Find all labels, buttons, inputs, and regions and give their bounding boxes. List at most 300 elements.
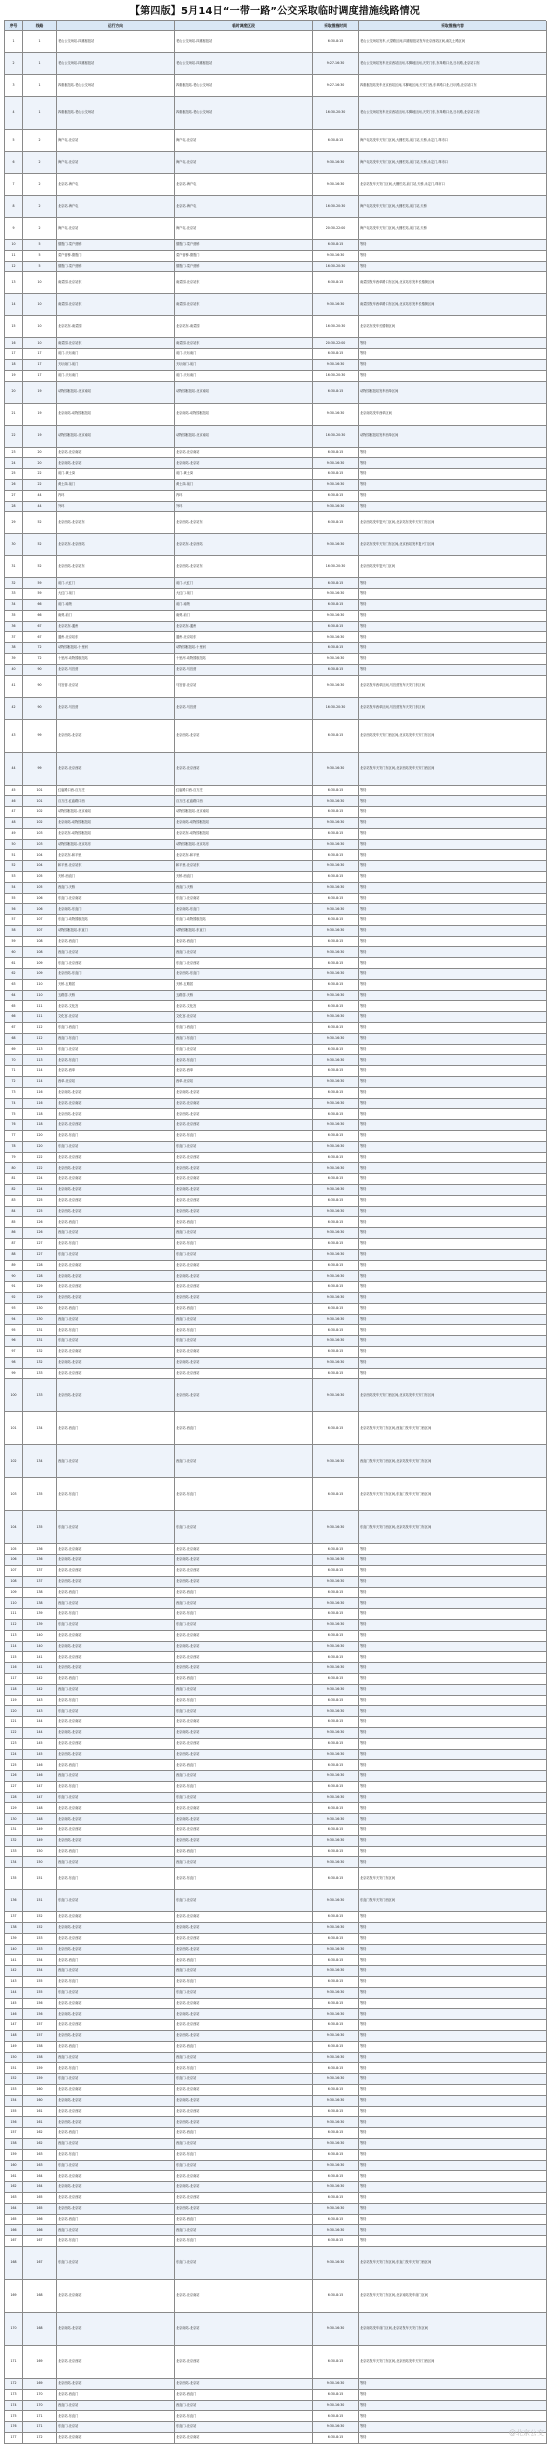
table-row xyxy=(5,196,546,218)
cell-no: 119 xyxy=(5,1696,23,1707)
cell-measure: 老山公交场站发车北京西站区间,木樨地区间,天安门东,东单路口北,日坛路,北京站口东 xyxy=(359,53,547,75)
table-row xyxy=(5,480,546,491)
cell-no: 104 xyxy=(5,1511,23,1544)
cell-measure: 等待 xyxy=(359,786,547,797)
table-row xyxy=(5,491,546,502)
cell-line: 161 xyxy=(23,2107,57,2118)
cell-direction: 北京站-北京南站 xyxy=(57,1999,175,2010)
table-row xyxy=(5,1066,546,1077)
cell-segment: 北京站-东直门 xyxy=(175,1131,313,1142)
table-row xyxy=(5,1336,546,1347)
cell-line: 158 xyxy=(23,2042,57,2053)
cell-direction: 动物园枢纽站-十里河 xyxy=(57,643,175,654)
table-row xyxy=(5,1358,546,1369)
cell-measure: 等待 xyxy=(359,480,547,491)
cell-time: 6:30-8:15 xyxy=(313,1652,359,1663)
cell-segment: 前门-黄土岗 xyxy=(175,469,313,480)
cell-direction: 北京站-北京西站 xyxy=(57,2346,175,2379)
cell-no: 122 xyxy=(5,1728,23,1739)
table-row xyxy=(5,2411,546,2422)
cell-measure: 等待 xyxy=(359,1034,547,1045)
cell-measure: 等待 xyxy=(359,622,547,633)
cell-no: 136 xyxy=(5,1890,23,1912)
cell-direction: 北京站-北京西站 xyxy=(57,1739,175,1750)
table-row xyxy=(5,1142,546,1153)
cell-no: 121 xyxy=(5,1717,23,1728)
cell-no: 2 xyxy=(5,53,23,75)
table-row xyxy=(5,850,546,861)
cell-direction: 黄土岗-前门 xyxy=(57,480,175,491)
cell-line: 106 xyxy=(23,904,57,915)
cell-time: 9:30-16:30 xyxy=(313,1706,359,1717)
table-row xyxy=(5,1706,546,1717)
cell-segment: 内环 xyxy=(175,491,313,502)
cell-direction: 北京西站-北京站 xyxy=(57,720,175,753)
cell-no: 35 xyxy=(5,611,23,622)
cell-no: 93 xyxy=(5,1304,23,1315)
cell-measure: 等待 xyxy=(359,338,547,349)
cell-measure: 等待 xyxy=(359,2236,547,2247)
table-row xyxy=(5,2182,546,2193)
cell-measure: 等待 xyxy=(359,1077,547,1088)
table-row xyxy=(5,698,546,720)
cell-measure: 等待 xyxy=(359,2009,547,2020)
cell-no: 19 xyxy=(5,371,23,382)
cell-segment: 前门-大红门 xyxy=(175,578,313,589)
cell-no: 6 xyxy=(5,152,23,174)
cell-line: 103 xyxy=(23,829,57,840)
table-row xyxy=(5,2313,546,2346)
cell-time: 6:30-8:15 xyxy=(313,1674,359,1685)
cell-no: 146 xyxy=(5,2009,23,2020)
cell-segment: 北京站-东直门 xyxy=(175,1977,313,1988)
table-row xyxy=(5,1293,546,1304)
cell-segment: 北京南站-北京站 xyxy=(175,1923,313,1934)
cell-direction: 东直门-北京站 xyxy=(57,1706,175,1717)
cell-no: 168 xyxy=(5,2247,23,2280)
cell-measure: 等待 xyxy=(359,2085,547,2096)
cell-measure: 老山公交场站发车,大望路区间,四惠枢纽站发车北京西站区间,南礼士路区间 xyxy=(359,31,547,53)
cell-no: 81 xyxy=(5,1174,23,1185)
cell-segment: 北京西站-北京站东 xyxy=(175,512,313,534)
cell-no: 167 xyxy=(5,2236,23,2247)
cell-no: 150 xyxy=(5,2053,23,2064)
table-row xyxy=(5,75,546,97)
cell-direction: 北京南站-北京站 xyxy=(57,1185,175,1196)
cell-segment: 北京站-北京西站 xyxy=(175,1934,313,1945)
cell-line: 167 xyxy=(23,2236,57,2247)
cell-segment: 西直门-北京站 xyxy=(175,1685,313,1696)
table-row xyxy=(5,1544,546,1555)
cell-segment: 北京站-北京南站 xyxy=(175,1999,313,2010)
table-row xyxy=(5,1511,546,1544)
cell-segment: 北京站-西直门 xyxy=(175,1412,313,1445)
cell-no: 24 xyxy=(5,458,23,469)
cell-time: 9:30-16:30 xyxy=(313,1207,359,1218)
cell-no: 174 xyxy=(5,2401,23,2412)
cell-time: 6:30-8:15 xyxy=(313,1999,359,2010)
cell-measure: 北京站发车西单区间,马官营发车天安门东区间 xyxy=(359,698,547,720)
table-row xyxy=(5,174,546,196)
cell-direction: 北京南站-北京站 xyxy=(57,2096,175,2107)
cell-segment: 北京站-北京南站 xyxy=(175,1347,313,1358)
cell-measure: 等待 xyxy=(359,2020,547,2031)
cell-time: 6:30-8:15 xyxy=(313,807,359,818)
cell-measure: 等待 xyxy=(359,1088,547,1099)
table-row xyxy=(5,382,546,404)
cell-line: 169 xyxy=(23,2379,57,2390)
cell-measure: 等待 xyxy=(359,1315,547,1326)
cell-segment: 马官营-北京站 xyxy=(175,676,313,698)
cell-no: 92 xyxy=(5,1293,23,1304)
cell-no: 76 xyxy=(5,1120,23,1131)
cell-direction: 北京西站-北京站 xyxy=(57,2204,175,2215)
cell-segment: 北京站-东直门 xyxy=(175,2411,313,2422)
cell-direction: 北京西站-东直门 xyxy=(57,969,175,980)
cell-time: 9:30-16:30 xyxy=(313,1228,359,1239)
cell-measure: 等待 xyxy=(359,1803,547,1814)
cell-line: 129 xyxy=(23,1293,57,1304)
cell-time: 9:30-16:30 xyxy=(313,1034,359,1045)
cell-no: 28 xyxy=(5,502,23,513)
cell-segment: 北京站-北京西站 xyxy=(175,1825,313,1836)
cell-line: 44 xyxy=(23,502,57,513)
cell-line: 131 xyxy=(23,1336,57,1347)
cell-segment: 通州-北京站东 xyxy=(175,632,313,643)
cell-measure: 等待 xyxy=(359,1109,547,1120)
cell-time: 6:30-8:15 xyxy=(313,2020,359,2031)
cell-time: 6:30-8:15 xyxy=(313,2280,359,2313)
cell-line: 107 xyxy=(23,915,57,926)
cell-direction: 菜户营桥-德胜门 xyxy=(57,251,175,262)
cell-time: 9:30-16:30 xyxy=(313,818,359,829)
cell-no: 101 xyxy=(5,1412,23,1445)
cell-time: 16:30-20:30 xyxy=(313,316,359,338)
cell-no: 143 xyxy=(5,1977,23,1988)
cell-time: 9:30-16:30 xyxy=(313,753,359,786)
cell-measure: 等待 xyxy=(359,1825,547,1836)
cell-line: 105 xyxy=(23,883,57,894)
cell-time: 6:30-8:15 xyxy=(313,2063,359,2074)
cell-time: 9:30-16:30 xyxy=(313,1988,359,1999)
cell-line: 99 xyxy=(23,753,57,786)
cell-line: 165 xyxy=(23,2204,57,2215)
cell-measure: 北京站发车天安门东区间,北京南站发车前门区间 xyxy=(359,2280,547,2313)
cell-no: 127 xyxy=(5,1782,23,1793)
cell-measure: 等待 xyxy=(359,1652,547,1663)
cell-no: 105 xyxy=(5,1544,23,1555)
cell-line: 118 xyxy=(23,1109,57,1120)
table-row xyxy=(5,1642,546,1653)
table-row xyxy=(5,1315,546,1326)
cell-segment: 红庙路口西-百万庄 xyxy=(175,786,313,797)
table-row xyxy=(5,578,546,589)
table-row xyxy=(5,1023,546,1034)
cell-no: 148 xyxy=(5,2031,23,2042)
table-row xyxy=(5,676,546,698)
cell-segment: 五路居-天桥 xyxy=(175,991,313,1002)
cell-time: 9:30-16:30 xyxy=(313,676,359,698)
table-row xyxy=(5,316,546,338)
cell-direction: 北京站-北京南站 xyxy=(57,2171,175,2182)
table-row xyxy=(5,720,546,753)
cell-line: 107 xyxy=(23,926,57,937)
cell-no: 177 xyxy=(5,2433,23,2444)
cell-line: 148 xyxy=(23,1814,57,1825)
cell-line: 165 xyxy=(23,2193,57,2204)
cell-line: 138 xyxy=(23,1598,57,1609)
cell-measure: 等待 xyxy=(359,2433,547,2444)
cell-measure: 等待 xyxy=(359,1282,547,1293)
cell-direction: 北京站-西直门 xyxy=(57,1847,175,1858)
cell-direction: 东直门-北京站 xyxy=(57,1045,175,1056)
cell-no: 176 xyxy=(5,2422,23,2433)
cell-no: 64 xyxy=(5,991,23,1002)
cell-time: 6:30-8:15 xyxy=(313,469,359,480)
cell-direction: 北京站东-和平里 xyxy=(57,850,175,861)
cell-line: 149 xyxy=(23,1836,57,1847)
cell-time: 6:30-8:15 xyxy=(313,1544,359,1555)
table-row xyxy=(5,818,546,829)
cell-line: 90 xyxy=(23,665,57,676)
cell-no: 139 xyxy=(5,1934,23,1945)
table-row xyxy=(5,502,546,513)
cell-measure: 等待 xyxy=(359,1782,547,1793)
cell-segment: 北京站-西直门 xyxy=(175,1847,313,1858)
cell-time: 9:27-16:30 xyxy=(313,53,359,75)
cell-direction: 北京站-东直门 xyxy=(57,2150,175,2161)
cell-no: 123 xyxy=(5,1739,23,1750)
cell-no: 57 xyxy=(5,915,23,926)
cell-time: 6:30-8:15 xyxy=(313,1304,359,1315)
cell-time: 6:30-8:15 xyxy=(313,915,359,926)
cell-segment: 北京西站-北京站 xyxy=(175,1577,313,1588)
cell-direction: 西直门-北京站 xyxy=(57,1598,175,1609)
cell-time: 6:30-8:15 xyxy=(313,1588,359,1599)
cell-measure: 等待 xyxy=(359,1955,547,1966)
cell-segment: 百万庄-红庙路口西 xyxy=(175,796,313,807)
cell-direction: 北京站东-通州 xyxy=(57,622,175,633)
table-row xyxy=(5,2346,546,2379)
cell-measure: 北京站发车天安门东区间 xyxy=(359,1868,547,1890)
cell-time: 6:30-8:15 xyxy=(313,980,359,991)
cell-segment: 德胜门-菜户营桥 xyxy=(175,240,313,251)
cell-line: 125 xyxy=(23,1196,57,1207)
cell-line: 160 xyxy=(23,2085,57,2096)
cell-time: 6:30-8:15 xyxy=(313,2042,359,2053)
cell-no: 59 xyxy=(5,937,23,948)
table-row xyxy=(5,2204,546,2215)
cell-time: 6:30-8:15 xyxy=(313,850,359,861)
cell-direction: 东直门-北京站 xyxy=(57,1988,175,1999)
cell-measure: 等待 xyxy=(359,251,547,262)
table-row xyxy=(5,1228,546,1239)
cell-segment: 北京西站-北京站 xyxy=(175,2204,313,2215)
cell-line: 72 xyxy=(23,643,57,654)
cell-direction: 北京站-西直门 xyxy=(57,1588,175,1599)
cell-line: 171 xyxy=(23,2422,57,2433)
cell-measure: 等待 xyxy=(359,1620,547,1631)
cell-segment: 北京站-北京南站 xyxy=(175,1544,313,1555)
cell-no: 86 xyxy=(5,1228,23,1239)
cell-line: 140 xyxy=(23,1631,57,1642)
table-row xyxy=(5,2379,546,2390)
cell-time: 6:30-8:15 xyxy=(313,786,359,797)
cell-no: 21 xyxy=(5,404,23,426)
cell-time: 6:30-8:15 xyxy=(313,1045,359,1056)
cell-line: 10 xyxy=(23,338,57,349)
cell-direction: 北京站-北京西站 xyxy=(57,1934,175,1945)
cell-time: 6:30-8:15 xyxy=(313,1261,359,1272)
cell-segment: 北京站-西直门 xyxy=(175,2215,313,2226)
cell-no: 9 xyxy=(5,218,23,240)
cell-line: 168 xyxy=(23,2280,57,2313)
cell-line: 136 xyxy=(23,1555,57,1566)
cell-segment: 北京站-北京南站 xyxy=(175,1261,313,1272)
cell-time: 9:30-16:30 xyxy=(313,404,359,426)
cell-line: 22 xyxy=(23,469,57,480)
cell-no: 58 xyxy=(5,926,23,937)
cell-measure: 等待 xyxy=(359,589,547,600)
cell-line: 131 xyxy=(23,1325,57,1336)
table-row xyxy=(5,1588,546,1599)
cell-direction: 西直门-北京站 xyxy=(57,2225,175,2236)
cell-time: 16:30-20:30 xyxy=(313,371,359,382)
cell-no: 60 xyxy=(5,947,23,958)
table-row xyxy=(5,1945,546,1956)
cell-line: 20 xyxy=(23,458,57,469)
cell-measure: 等待 xyxy=(359,1336,547,1347)
table-row xyxy=(5,371,546,382)
cell-measure: 等待 xyxy=(359,1304,547,1315)
cell-direction: 东直门-北京站 xyxy=(57,2247,175,2280)
cell-measure: 等待 xyxy=(359,1544,547,1555)
cell-time: 6:30-8:15 xyxy=(313,1217,359,1228)
cell-time: 6:30-8:15 xyxy=(313,1174,359,1185)
cell-measure: 等待 xyxy=(359,600,547,611)
cell-direction: 南菜园-北京站东 xyxy=(57,272,175,294)
cell-time: 6:30-8:15 xyxy=(313,643,359,654)
cell-measure: 等待 xyxy=(359,2182,547,2193)
table-row xyxy=(5,632,546,643)
cell-line: 132 xyxy=(23,1358,57,1369)
cell-time: 20:30-22:00 xyxy=(313,338,359,349)
table-row xyxy=(5,2085,546,2096)
cell-direction: 北京西站-北京站 xyxy=(57,2031,175,2042)
cell-line: 19 xyxy=(23,382,57,404)
cell-time: 9:30-16:30 xyxy=(313,1771,359,1782)
cell-no: 140 xyxy=(5,1945,23,1956)
cell-measure: 等待 xyxy=(359,371,547,382)
cell-time: 9:30-16:30 xyxy=(313,1511,359,1544)
cell-line: 160 xyxy=(23,2096,57,2107)
cell-direction: 北京南站-北京站 xyxy=(57,1923,175,1934)
cell-segment: 西直门-北京站 xyxy=(175,2401,313,2412)
cell-segment: 海户屯-北京站 xyxy=(175,218,313,240)
cell-time: 9:30-16:30 xyxy=(313,2247,359,2280)
cell-no: 80 xyxy=(5,1163,23,1174)
cell-time: 6:30-8:15 xyxy=(313,1696,359,1707)
cell-time: 9:30-16:30 xyxy=(313,2225,359,2236)
cell-segment: 北京站-东直门 xyxy=(175,1325,313,1336)
cell-measure: 等待 xyxy=(359,1977,547,1988)
cell-direction: 西直门-北京站 xyxy=(57,947,175,958)
cell-line: 167 xyxy=(23,2247,57,2280)
cell-direction: 北京站-西单 xyxy=(57,1066,175,1077)
cell-segment: 北京站-西直门 xyxy=(175,1955,313,1966)
cell-line: 144 xyxy=(23,1728,57,1739)
cell-line: 2 xyxy=(23,174,57,196)
table-row xyxy=(5,2074,546,2085)
cell-direction: 内环 xyxy=(57,491,175,502)
cell-time: 6:30-8:15 xyxy=(313,1717,359,1728)
cell-segment: 北京南站-北京站 xyxy=(175,2009,313,2020)
cell-measure: 等待 xyxy=(359,872,547,883)
cell-measure: 北京站发车天安门东区间,西直门发车天安门西区间 xyxy=(359,1412,547,1445)
cell-direction: 北京西站-北京站 xyxy=(57,1663,175,1674)
cell-no: 154 xyxy=(5,2096,23,2107)
cell-time: 6:30-8:15 xyxy=(313,1825,359,1836)
cell-line: 19 xyxy=(23,426,57,448)
cell-line: 150 xyxy=(23,1847,57,1858)
cell-no: 25 xyxy=(5,469,23,480)
cell-no: 157 xyxy=(5,2128,23,2139)
cell-measure: 等待 xyxy=(359,632,547,643)
cell-no: 89 xyxy=(5,1261,23,1272)
cell-measure: 等待 xyxy=(359,1793,547,1804)
cell-no: 152 xyxy=(5,2074,23,2085)
cell-time: 6:30-8:15 xyxy=(313,130,359,152)
table-row xyxy=(5,2401,546,2412)
cell-direction: 北京站-北京西站 xyxy=(57,1120,175,1131)
cell-measure: 等待 xyxy=(359,1271,547,1282)
cell-segment: 北京南站-动物园枢纽站 xyxy=(175,404,313,426)
cell-measure: 海户屯站发车天安门区间,大栅栏站,前门站,天桥 xyxy=(359,218,547,240)
cell-no: 117 xyxy=(5,1674,23,1685)
cell-direction: 西直门-北京站 xyxy=(57,1771,175,1782)
cell-line: 158 xyxy=(23,2053,57,2064)
cell-line: 124 xyxy=(23,1174,57,1185)
cell-direction: 北京站-西直门 xyxy=(57,2390,175,2401)
cell-no: 111 xyxy=(5,1609,23,1620)
cell-line: 114 xyxy=(23,1077,57,1088)
table-row xyxy=(5,1598,546,1609)
cell-measure: 等待 xyxy=(359,2063,547,2074)
cell-time: 9:30-16:30 xyxy=(313,2379,359,2390)
cell-line: 59 xyxy=(23,578,57,589)
cell-segment: 西直门-北京站 xyxy=(175,1771,313,1782)
cell-segment: 东直门-动物园枢纽站 xyxy=(175,915,313,926)
cell-measure: 等待 xyxy=(359,1717,547,1728)
cell-segment: 文化宫-北京站 xyxy=(175,1012,313,1023)
cell-direction: 东直门-西直门 xyxy=(57,1023,175,1034)
cell-segment: 北京西站-北京站 xyxy=(175,720,313,753)
cell-measure: 等待 xyxy=(359,807,547,818)
cell-line: 145 xyxy=(23,1739,57,1750)
cell-measure: 等待 xyxy=(359,861,547,872)
cell-direction: 北京站-北京西站 xyxy=(57,2020,175,2031)
cell-segment: 北京站-北京南站 xyxy=(175,1174,313,1185)
table-row xyxy=(5,1750,546,1761)
cell-no: 126 xyxy=(5,1771,23,1782)
cell-no: 83 xyxy=(5,1196,23,1207)
cell-direction: 北京站-北京南站 xyxy=(57,2085,175,2096)
cell-line: 166 xyxy=(23,2215,57,2226)
cell-direction: 北京站-北京西站 xyxy=(57,1196,175,1207)
table-row xyxy=(5,1412,546,1445)
cell-no: 41 xyxy=(5,676,23,698)
cell-segment: 天桥-五路居 xyxy=(175,980,313,991)
